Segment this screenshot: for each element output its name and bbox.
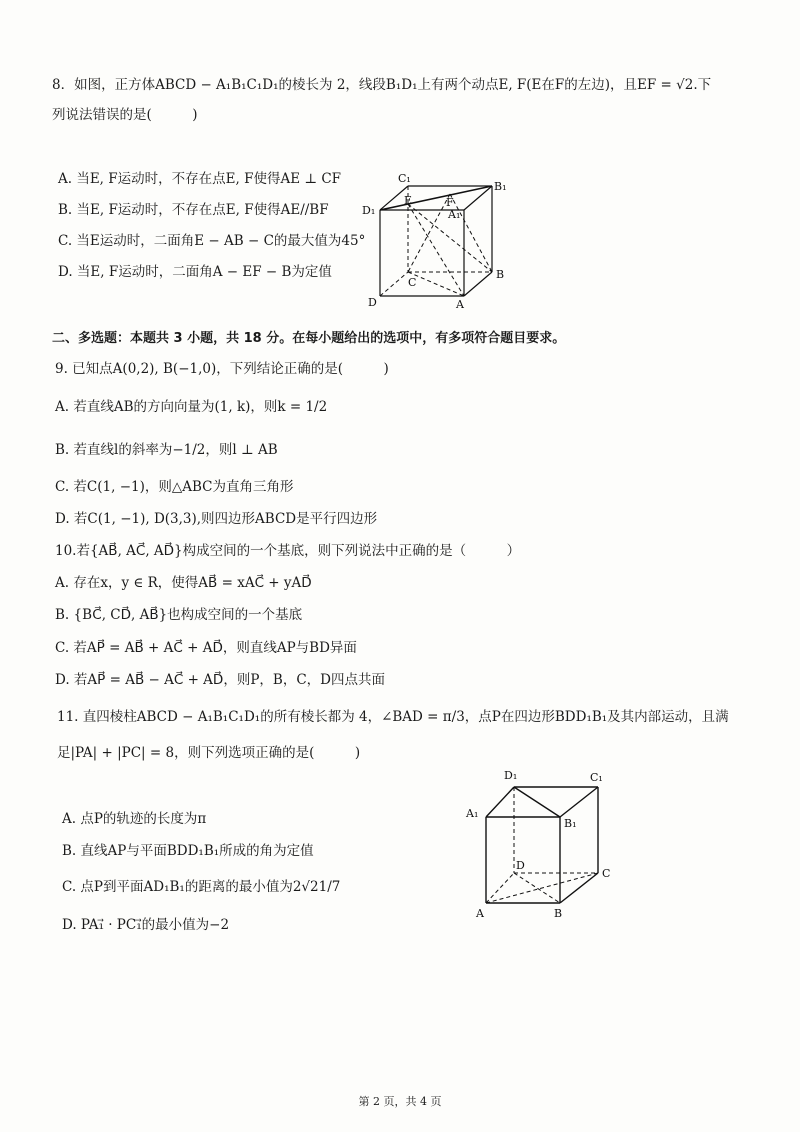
q11-label-c1: C₁ <box>590 771 603 784</box>
q8-label-b: B <box>496 268 505 281</box>
q9-option-c: C. 若C(1, −1)，则△ABC为直角三角形 <box>55 479 294 495</box>
q8-label-e: E <box>404 194 413 207</box>
q11-stem-line2: 足|PA| + |PC| = 8，则下列选项正确的是( ) <box>57 745 361 761</box>
q11-label-b: B <box>554 907 563 920</box>
q8-stem-line1: 8．如图，正方体ABCD − A₁B₁C₁D₁的棱长为 2，线段B₁D₁上有两个动点E, F(E在F的左边)，且EF = √2.下 <box>52 77 712 93</box>
q8-label-b1: B₁ <box>494 180 507 193</box>
q8-label-a1: A₁ <box>448 208 461 221</box>
section-2-heading: 二、多选题：本题共 3 小题，共 18 分。在每小题给出的选项中，有多项符合题目要求。 <box>52 331 566 346</box>
q8-option-c: C. 当E运动时，二面角E − AB − C的最大值为45° <box>58 233 366 249</box>
q8-label-c1: C₁ <box>398 172 411 185</box>
q8-label-d1: D₁ <box>362 204 376 217</box>
q11-label-c: C <box>602 867 611 880</box>
q11-label-a1: A₁ <box>466 807 479 820</box>
q8-stem-line2: 列说法错误的是( ) <box>52 107 198 123</box>
q10-option-c: C. 若AP⃗ = AB⃗ + AC⃗ + AD⃗，则直线AP与BD异面 <box>55 640 357 656</box>
q11-label-a: A <box>476 907 484 920</box>
q8-cube-figure <box>360 168 520 313</box>
q8-option-d: D. 当E, F运动时，二面角A − EF − B为定值 <box>58 264 332 280</box>
q10-option-b: B. {BC⃗, CD⃗, AB⃗}也构成空间的一个基底 <box>55 607 303 623</box>
q11-label-d1: D₁ <box>504 769 518 782</box>
q9-option-d: D. 若C(1, −1), D(3,3),则四边形ABCD是平行四边形 <box>55 511 378 527</box>
q8-label-d: D <box>368 296 377 309</box>
q8-label-c: C <box>408 276 417 289</box>
q11-label-b1: B₁ <box>564 817 577 830</box>
q8-label-a: A <box>456 298 464 311</box>
q8-option-a: A. 当E, F运动时，不存在点E, F使得AE ⊥ CF <box>58 171 342 187</box>
q10-stem: 10.若{AB⃗, AC⃗, AD⃗}构成空间的一个基底，则下列说法中正确的是（ ） <box>55 543 521 559</box>
q11-stem-line1: 11. 直四棱柱ABCD − A₁B₁C₁D₁的所有棱长都为 4，∠BAD = π/3，点P在四边形BDD₁B₁及其内部运动，且满 <box>57 709 729 725</box>
q11-prism-figure <box>462 765 622 925</box>
q11-option-b: B. 直线AP与平面BDD₁B₁所成的角为定值 <box>62 843 314 859</box>
q10-option-d: D. 若AP⃗ = AB⃗ − AC⃗ + AD⃗，则P，B，C，D四点共面 <box>55 672 385 688</box>
page-footer: 第 2 页，共 4 页 <box>358 1095 442 1108</box>
q9-stem: 9. 已知点A(0,2), B(−1,0)，下列结论正确的是( ) <box>55 361 389 377</box>
q11-option-d: D. PA₁⃗ · PC₁⃗的最小值为−2 <box>62 917 230 933</box>
q8-label-f: F <box>446 196 454 209</box>
q10-option-a: A. 存在x，y ∈ R，使得AB⃗ = xAC⃗ + yAD⃗ <box>55 575 312 591</box>
q9-option-a: A. 若直线AB的方向向量为(1, k)，则k = 1/2 <box>55 399 328 415</box>
q11-label-d: D <box>516 859 525 872</box>
q11-option-c: C. 点P到平面AD₁B₁的距离的最小值为2√21/7 <box>62 879 341 895</box>
q11-option-a: A. 点P的轨迹的长度为π <box>62 811 207 827</box>
q9-option-b: B. 若直线l的斜率为−1/2，则l ⊥ AB <box>55 442 278 458</box>
q8-option-b: B. 当E, F运动时，不存在点E, F使得AE//BF <box>58 202 329 218</box>
